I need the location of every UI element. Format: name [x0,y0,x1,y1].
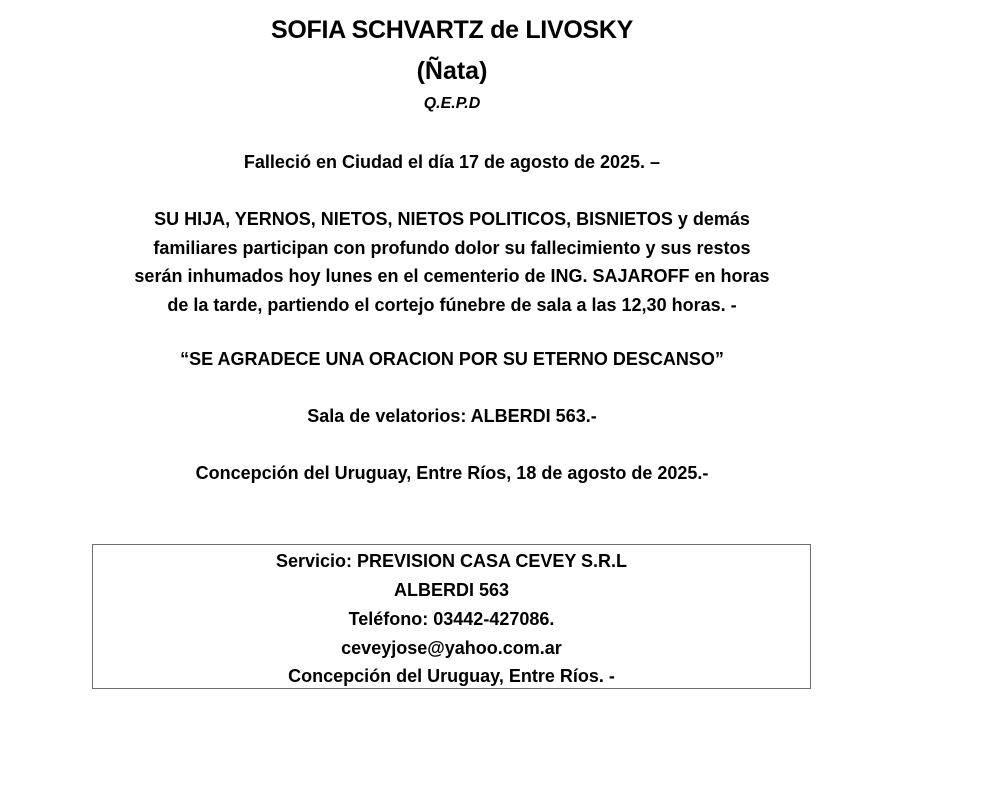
service-city: Concepción del Uruguay, Entre Ríos. - [288,666,615,686]
service-phone: Teléfono: 03442-427086. [348,609,555,629]
wake-room: Sala de velatorios: ALBERDI 563.- [307,406,597,426]
family-line: familiares participan con profundo dolor su fallecimiento y sus restos [153,237,751,258]
prayer-request: “SE AGRADECE UNA ORACION POR SU ETERNO DESCANSO” [180,349,724,369]
family-line: de la tarde, partiendo el cortejo fúnebre de sala a las 12,30 horas. - [167,294,737,315]
death-announcement: Falleció en Ciudad el día 17 de agosto de 2025. – [243,152,661,172]
family-announcement [82,205,822,319]
service-email: ceveyjose@yahoo.com.ar [341,638,562,658]
funeral-service-box [92,544,811,689]
service-provider: Servicio: PREVISION CASA CEVEY S.R.L [275,551,628,571]
place-and-date: Concepción del Uruguay, Entre Ríos, 18 de agosto de 2025.- [195,463,709,483]
family-line: serán inhumados hoy lunes en el cementerio de ING. SAJAROFF en horas [134,266,770,286]
qepd-label: Q.E.P.D [423,95,481,112]
family-line: SU HIJA, YERNOS, NIETOS, NIETOS POLITICOS, BISNIETOS y demás [154,209,750,229]
service-address: ALBERDI 563 [393,580,510,600]
deceased-nickname: (Ñata) [416,57,488,85]
deceased-name: SOFIA SCHVARTZ de LIVOSKY [271,16,633,44]
